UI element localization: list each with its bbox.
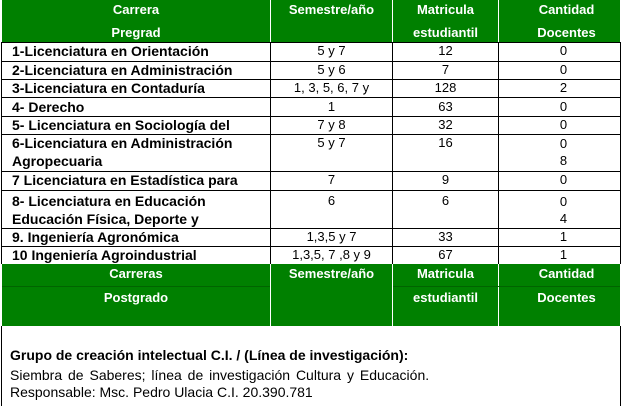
table-row-6-docentes-line2: 8	[559, 153, 568, 168]
table-row-6-carrera-line2: Agropecuaria	[12, 153, 103, 169]
table-row-8-carrera-line2: Educación Física, Deporte y	[12, 211, 199, 227]
header-post-semestre-cell	[271, 264, 392, 326]
table-row-3-docentes: 2	[559, 80, 568, 95]
table-row-1-semestre: 5 y 7	[317, 43, 346, 58]
table-row-1-docentes: 0	[559, 43, 568, 58]
row-divider	[2, 97, 620, 98]
table-row-4-carrera: 4- Derecho	[12, 99, 85, 115]
row-divider	[2, 42, 620, 43]
table-row-5-docentes: 0	[559, 117, 568, 132]
table-row-2-carrera: 2-Licenciatura en Administración	[12, 62, 233, 78]
header-post-semestre-label: Semestre/año	[288, 266, 375, 281]
header-matricula-cell	[393, 0, 498, 42]
header-carrera-label: Carrera	[112, 2, 160, 17]
header-pregrad-label: Pregrad	[111, 25, 161, 40]
table-row-7-semestre: 7	[327, 172, 336, 187]
table-row-5-matricula: 32	[438, 117, 453, 132]
column-divider	[270, 42, 271, 264]
table-row-9-carrera: 9. Ingeniería Agronómica	[12, 229, 179, 245]
table-row-4-matricula: 63	[438, 99, 453, 114]
header-post-matricula-cell	[393, 264, 498, 326]
table-row-5-semestre: 7 y 8	[317, 117, 346, 132]
postgrado-header-divider	[2, 286, 270, 287]
table-row-9-matricula: 33	[438, 229, 453, 244]
table-row-8-semestre: 6	[327, 193, 336, 208]
header-postgrado-label: Postgrado	[103, 290, 169, 305]
table-row-3-matricula: 128	[434, 80, 457, 95]
column-divider	[392, 42, 393, 264]
table-row-7-docentes: 0	[559, 172, 568, 187]
header-carrera-cell	[2, 0, 270, 42]
table-row-3-semestre: 1, 3, 5, 6, 7 y	[293, 80, 370, 95]
header-post-estudiantil-label: estudiantil	[412, 290, 478, 305]
header-post-docentes-label: Docentes	[537, 290, 596, 305]
table-row-8-matricula: 6	[441, 193, 450, 208]
responsible-text: Responsable: Msc. Pedro Ulacia C.I. 20.390.781	[10, 384, 313, 400]
table-row-6-carrera: 6-Licenciatura en Administración	[12, 135, 233, 151]
header-carreras-label: Carreras	[109, 266, 163, 281]
table-row-1-carrera: 1-Licenciatura en Orientación	[12, 43, 209, 59]
table-row-2-matricula: 7	[441, 62, 450, 77]
table-row-6-semestre: 5 y 7	[317, 135, 346, 150]
header-carreras-cell	[2, 264, 270, 326]
column-divider	[620, 42, 621, 264]
table-row-7-matricula: 9	[441, 172, 450, 187]
table-row-3-carrera: 3-Licenciatura en Contaduría	[12, 80, 205, 96]
column-divider	[1, 42, 2, 264]
research-line-text: Siembra de Saberes; línea de investigación Cultura y Educación.	[10, 367, 430, 383]
header-cantidad-label: Cantidad	[538, 2, 595, 17]
table-row-10-semestre: 1,3,5, 7 ,8 y 9	[292, 247, 371, 262]
header-semestre-label: Semestre/año	[288, 2, 375, 17]
row-divider	[2, 171, 620, 172]
table-row-6-docentes: 0	[559, 136, 568, 151]
row-divider	[2, 79, 620, 80]
header-post-cantidad-cell	[499, 264, 620, 326]
note-box-right-border	[620, 326, 621, 406]
row-divider	[2, 134, 620, 135]
row-divider	[2, 228, 620, 229]
research-group-title: Grupo de creación intelectual C.I. / (Línea de investigación):	[10, 347, 409, 363]
table-row-2-docentes: 0	[559, 62, 568, 77]
table-row-7-carrera: 7 Licenciatura en Estadística para	[12, 172, 238, 188]
header-semestre-cell	[271, 0, 392, 42]
row-divider	[2, 190, 620, 191]
header-post-cantidad-label: Cantidad	[538, 266, 595, 281]
table-row-8-docentes: 0	[559, 194, 568, 209]
table-row-9-semestre: 1,3,5 y 7	[306, 229, 357, 244]
header-matricula-label: Matricula	[416, 2, 475, 17]
column-divider	[498, 42, 499, 264]
row-divider	[2, 61, 620, 62]
table-row-8-carrera: 8- Licenciatura en Educación	[12, 193, 206, 209]
table-row-6-matricula: 16	[438, 135, 453, 150]
note-box-left-border	[1, 326, 2, 406]
postgrado-header-divider	[393, 286, 620, 287]
table-row-5-carrera: 5- Licenciatura en Sociología del	[12, 117, 230, 133]
table-row-4-docentes: 0	[559, 99, 568, 114]
table-row-9-docentes: 1	[559, 229, 568, 244]
table-row-10-carrera: 10 Ingeniería Agroindustrial	[12, 247, 197, 263]
table-row-4-semestre: 1	[327, 99, 336, 114]
table-row-1-matricula: 12	[438, 43, 453, 58]
row-divider	[2, 116, 620, 117]
table-row-8-docentes-line2: 4	[559, 211, 568, 226]
table-row-2-semestre: 5 y 6	[317, 62, 346, 77]
header-post-matricula-label: Matricula	[416, 266, 475, 281]
header-cantidad-cell	[499, 0, 620, 42]
header-estudiantil-label: estudiantil	[412, 25, 478, 40]
header-docentes-label: Docentes	[537, 25, 596, 40]
table-row-10-matricula: 67	[438, 247, 453, 262]
row-divider	[2, 246, 620, 247]
table-row-10-docentes: 1	[559, 247, 568, 262]
